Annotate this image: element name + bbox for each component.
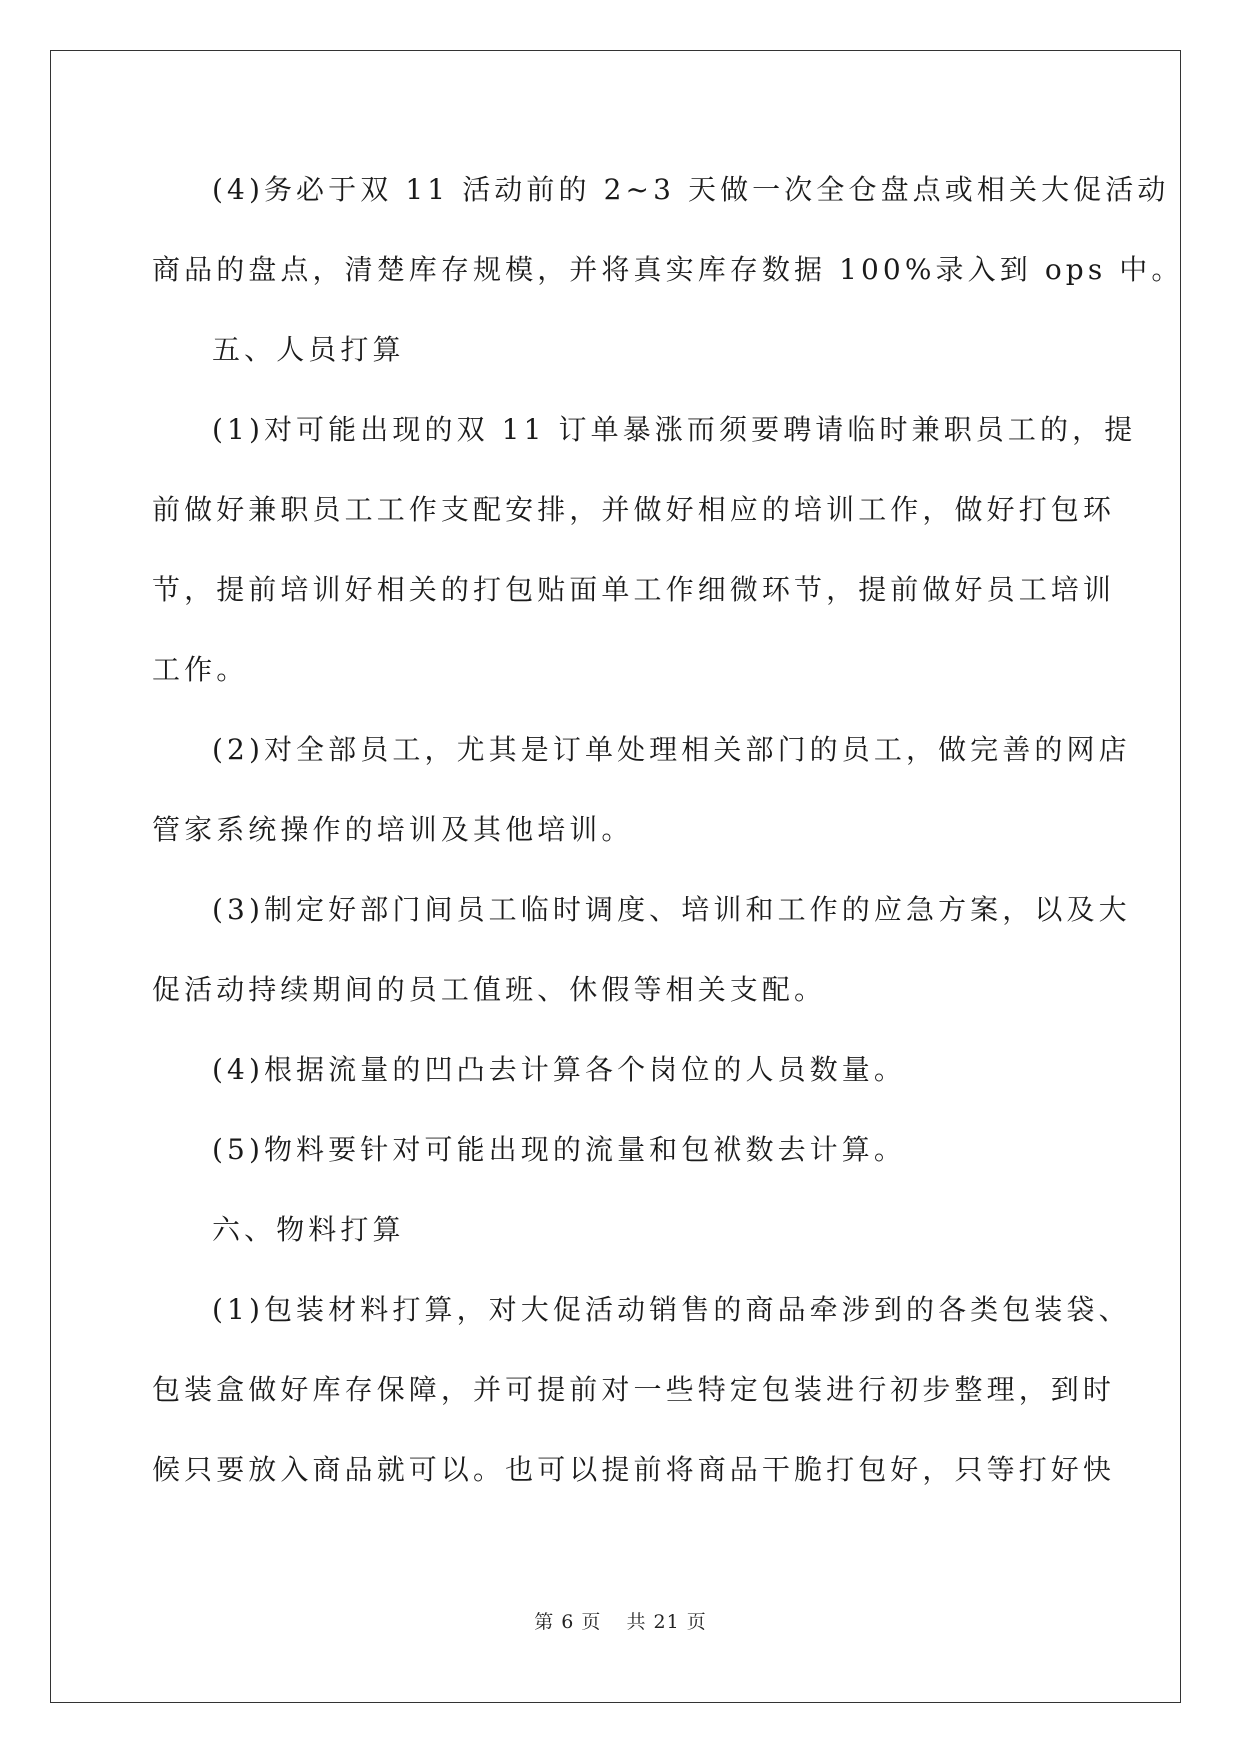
paragraph-line: 促活动持续期间的员工值班、休假等相关支配。 <box>152 973 827 1006</box>
paragraph-line: 候只要放入商品就可以。也可以提前将商品干脆打包好，只等打好快 <box>152 1453 1116 1486</box>
paragraph-line: (2)对全部员工，尤其是订单处理相关部门的员工，做完善的网店 <box>212 733 1131 766</box>
paragraph-line: (5)物料要针对可能出现的流量和包袱数去计算。 <box>212 1133 906 1166</box>
paragraph-line: (4)根据流量的凹凸去计算各个岗位的人员数量。 <box>212 1053 906 1086</box>
total-page-count: 共 21 页 <box>626 1611 707 1633</box>
paragraph-line: 工作。 <box>152 653 249 686</box>
paragraph-line: 包装盒做好库存保障，并可提前对一些特定包装进行初步整理，到时 <box>152 1373 1116 1406</box>
paragraph-line: (3)制定好部门间员工临时调度、培训和工作的应急方案，以及大 <box>212 893 1131 926</box>
paragraph-line: (1)包装材料打算，对大促活动销售的商品牵涉到的各类包装袋、 <box>212 1293 1131 1326</box>
page-footer <box>0 1610 1241 1634</box>
section-heading: 五、人员打算 <box>212 333 405 366</box>
section-heading: 六、物料打算 <box>212 1213 405 1246</box>
paragraph-line: 节，提前培训好相关的打包贴面单工作细微环节，提前做好员工培训 <box>152 573 1116 606</box>
paragraph-line: 管家系统操作的培训及其他培训。 <box>152 813 634 846</box>
paragraph-line: (4)务必于双 11 活动前的 2~3 天做一次全仓盘点或相关大促活动 <box>212 173 1170 206</box>
current-page-number: 第 6 页 <box>534 1611 602 1633</box>
paragraph-line: 前做好兼职员工工作支配安排，并做好相应的培训工作，做好打包环 <box>152 493 1116 526</box>
paragraph-line: (1)对可能出现的双 11 订单暴涨而须要聘请临时兼职员工的，提 <box>212 413 1137 446</box>
paragraph-line: 商品的盘点，清楚库存规模，并将真实库存数据 100%录入到 ops 中。 <box>152 253 1184 286</box>
